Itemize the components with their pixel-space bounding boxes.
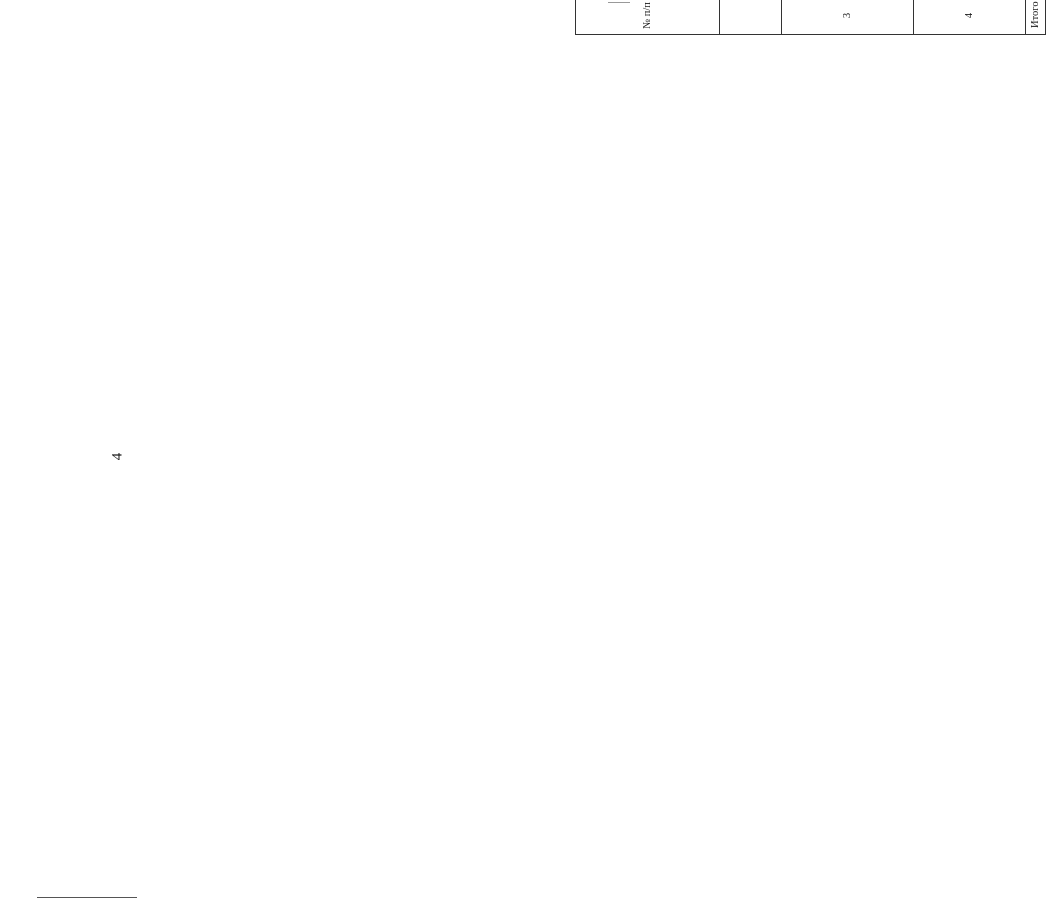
footer-rule	[37, 897, 137, 898]
rotated-table-container	[575, 0, 1045, 35]
page-number: 4	[109, 452, 126, 461]
totals-label: Итого	[1026, 0, 1046, 35]
financing-table	[575, 0, 1046, 35]
cell-num	[720, 0, 782, 35]
table-row	[782, 0, 914, 35]
table-row	[914, 0, 1026, 35]
table-row	[720, 0, 782, 35]
header-num: № п/п	[576, 0, 720, 35]
cell-num: 4	[914, 0, 1026, 35]
cell-num: 3	[782, 0, 914, 35]
totals-row	[1026, 0, 1046, 35]
